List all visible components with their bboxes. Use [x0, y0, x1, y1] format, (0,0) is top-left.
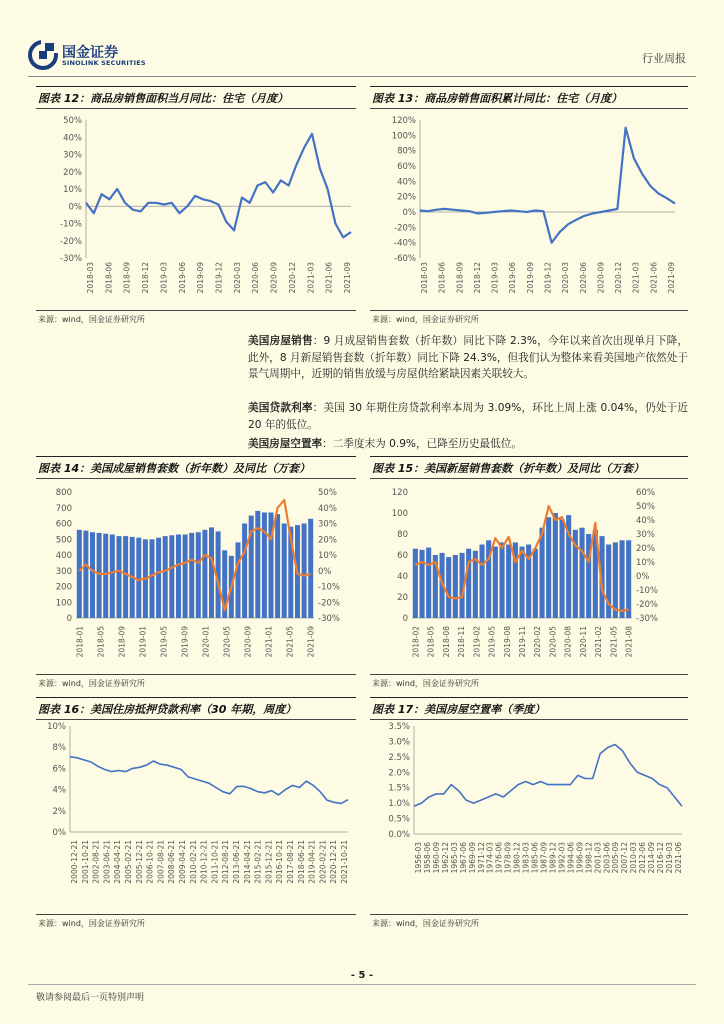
- figure-rule: [36, 674, 356, 675]
- x-tick-label: 2020-05: [222, 626, 232, 658]
- paragraph-label: 美国贷款利率: [248, 402, 313, 414]
- bar: [97, 533, 102, 618]
- x-tick-label: 2020-03: [561, 262, 571, 294]
- bar: [242, 524, 247, 619]
- x-tick-label: 2012-08-21: [221, 840, 231, 884]
- x-tick-label: 2019-06: [177, 262, 187, 294]
- x-tick-label: 2018-12: [472, 262, 482, 294]
- x-tick-label: 1974-03: [485, 842, 495, 874]
- bar: [560, 519, 565, 618]
- bar: [480, 545, 485, 619]
- y-tick-label-right: -30%: [318, 614, 340, 624]
- x-tick-label: 2021-05: [285, 626, 295, 658]
- y-tick-label: 1.5%: [388, 783, 410, 794]
- bar: [446, 557, 451, 618]
- x-tick-label: 2016-12: [656, 842, 666, 874]
- y-tick-label: 40%: [397, 177, 416, 188]
- x-tick-label: 2007-12: [620, 842, 630, 874]
- bar: [156, 538, 161, 618]
- bar: [110, 535, 115, 619]
- figure-rule: [36, 108, 356, 109]
- figure-15-title: 图表 15：美国新屋销售套数（折年数）及同比（万套）: [372, 462, 645, 475]
- x-tick-label: 1960-09: [431, 842, 441, 874]
- x-tick-label: 2004-04-21: [113, 840, 123, 884]
- y-tick-label: 500: [55, 535, 72, 546]
- y-tick-label-right: 20%: [318, 535, 337, 546]
- x-tick-label: 2017-08-21: [286, 840, 295, 884]
- x-tick-label: 2018-01: [75, 626, 85, 658]
- y-tick-label: 120: [391, 488, 408, 498]
- y-tick-label-right: -30%: [636, 614, 658, 624]
- x-tick-label: 2015-12-21: [264, 840, 274, 884]
- y-tick-label: 8%: [52, 743, 66, 754]
- y-tick-label: 400: [55, 551, 72, 561]
- x-tick-label: 2010-02-21: [188, 840, 198, 884]
- figure-14-source: 来源：wind，国金证券研究所: [38, 679, 145, 688]
- y-tick-label: 1.0%: [388, 799, 410, 810]
- x-tick-label: 1956-03: [414, 842, 423, 874]
- y-tick-label: 6%: [52, 764, 66, 775]
- y-tick-label: 4%: [52, 785, 66, 796]
- bar: [620, 540, 625, 618]
- y-tick-label: 80%: [397, 146, 416, 157]
- bar: [413, 549, 418, 618]
- y-tick-label: 0%: [402, 208, 416, 218]
- y-tick-label-right: 40%: [636, 516, 655, 526]
- x-tick-label: 2019-01: [138, 626, 148, 658]
- bar: [83, 531, 88, 618]
- y-tick-label: 20%: [397, 192, 416, 203]
- x-tick-label: 1983-03: [521, 842, 531, 874]
- y-tick-label-right: 0%: [318, 566, 332, 577]
- paragraph-mortgage-rate: [248, 400, 688, 433]
- x-tick-label: 2011-10-21: [210, 840, 220, 884]
- chart-f15: [370, 482, 688, 672]
- y-tick-label: -30%: [60, 254, 82, 264]
- y-tick-label: 30%: [63, 150, 82, 161]
- x-tick-label: 2021-10-21: [340, 840, 349, 884]
- x-tick-label: 2019-02: [472, 626, 482, 658]
- x-tick-label: 2019-08: [502, 626, 512, 658]
- x-tick-label: 1992-03: [557, 842, 567, 874]
- y-tick-label: 100: [391, 509, 408, 519]
- paragraph-label: 美国房屋空置率: [248, 438, 323, 450]
- bar: [202, 530, 207, 618]
- doc-type-label: 行业周报: [642, 52, 686, 65]
- chart-f12: [36, 112, 358, 308]
- y-tick-label: 200: [55, 582, 72, 593]
- x-tick-label: 2021-06: [324, 262, 334, 294]
- paragraph-home-sales: [248, 333, 688, 383]
- series-line: [70, 757, 348, 804]
- figure-12-title: 图表 12：商品房销售面积当月同比：住宅（月度）: [38, 92, 289, 105]
- x-tick-label: 2019-06: [508, 262, 518, 294]
- bar: [613, 542, 618, 618]
- figure-13-source: 来源：wind，国金证券研究所: [372, 315, 479, 324]
- y-tick-label: -40%: [394, 238, 416, 249]
- bar: [90, 532, 95, 618]
- y-tick-label: 3.5%: [388, 722, 410, 732]
- x-tick-label: 2000-12-21: [70, 840, 79, 884]
- x-tick-label: 1962-12: [440, 842, 450, 874]
- bar: [163, 536, 168, 618]
- bar: [540, 528, 545, 618]
- x-tick-label: 2018-06: [104, 262, 114, 294]
- y-tick-label: -20%: [394, 223, 416, 234]
- paragraph-body: ：9 月成屋销售套数（折年数）同比下降 2.3%，今年以来首次出现单月下降，此外，8 月新屋销售套数（折年数）同比下降 24.3%，但我们认为整体来看美国地产依然处于景气周期中，近期的销售放缓与房屋供给紧缺因素关联较大。: [248, 335, 689, 380]
- y-tick-label: 600: [55, 519, 72, 530]
- x-tick-label: 2020-06: [251, 262, 261, 294]
- bar: [189, 533, 194, 618]
- x-tick-label: 1967-06: [458, 842, 468, 874]
- bar: [533, 549, 538, 618]
- x-tick-label: 2019-09: [180, 626, 190, 658]
- bar: [580, 528, 585, 618]
- y-tick-label-right: 50%: [318, 488, 337, 498]
- x-tick-label: 2018-09: [117, 626, 127, 658]
- figure-rule: [370, 914, 688, 915]
- bar: [493, 547, 498, 618]
- y-tick-label: -60%: [394, 254, 416, 264]
- x-tick-label: 2018-12: [141, 262, 151, 294]
- x-tick-label: 2020-12-21: [329, 840, 339, 884]
- x-tick-label: 2012-06: [638, 842, 648, 874]
- bar: [262, 513, 267, 619]
- figure-17-source: 来源：wind，国金证券研究所: [372, 919, 479, 928]
- x-tick-label: 2021-03: [631, 262, 641, 294]
- x-tick-label: 2013-06-21: [232, 840, 241, 884]
- bar: [520, 547, 525, 618]
- x-tick-label: 2020-06: [578, 262, 588, 294]
- x-tick-label: 2018-03: [420, 262, 429, 294]
- x-tick-label: 2021-08: [624, 626, 634, 658]
- y-tick-label: 0: [66, 614, 72, 624]
- figure-16-source: 来源：wind，国金证券研究所: [38, 919, 145, 928]
- y-tick-label: 2%: [52, 806, 66, 817]
- x-tick-label: 1987-09: [539, 842, 549, 874]
- x-tick-label: 2006-10-21: [145, 840, 155, 884]
- y-tick-label-right: 30%: [636, 530, 655, 540]
- bar: [123, 536, 128, 618]
- y-tick-label-right: -10%: [318, 582, 340, 593]
- figure-rule: [36, 478, 356, 479]
- x-tick-label: 2020-02-21: [318, 840, 328, 884]
- x-tick-label: 2001-10-21: [80, 840, 90, 884]
- bar: [255, 511, 260, 618]
- x-tick-label: 2018-03: [86, 262, 95, 294]
- y-tick-label: 300: [55, 566, 72, 577]
- y-tick-label: 100: [55, 598, 72, 609]
- x-tick-label: 2015-02-21: [253, 840, 263, 884]
- bar: [553, 513, 558, 618]
- paragraph-label: 美国房屋销售: [248, 335, 313, 347]
- bar: [176, 535, 181, 619]
- x-tick-label: 2005-09: [611, 842, 621, 874]
- y-tick-label: 0.0%: [388, 830, 410, 840]
- bar: [196, 532, 201, 618]
- y-tick-label: 0%: [68, 202, 82, 213]
- x-tick-label: 2020-12: [287, 262, 297, 294]
- y-tick-label: 10%: [63, 185, 82, 195]
- bar: [506, 545, 511, 619]
- x-tick-label: 2020-09: [596, 262, 606, 294]
- x-tick-label: 2019-11: [518, 626, 527, 658]
- x-tick-label: 2020-11: [578, 626, 588, 658]
- x-tick-label: 2021-01: [264, 626, 274, 658]
- figure-rule: [36, 86, 356, 87]
- bar: [500, 542, 505, 618]
- x-tick-label: 2003-06: [602, 842, 612, 874]
- bar: [466, 549, 471, 618]
- x-tick-label: 2019-05: [487, 626, 497, 658]
- x-tick-label: 2018-09: [455, 262, 465, 294]
- bar: [103, 534, 108, 618]
- bar: [183, 535, 188, 619]
- y-tick-label: 120%: [391, 116, 416, 126]
- paragraph-vacancy: [248, 436, 688, 453]
- figure-17-title: 图表 17：美国房屋空置率（季度）: [372, 703, 546, 716]
- y-tick-label-right: 40%: [318, 503, 337, 514]
- x-tick-label: 2019-03: [665, 842, 675, 874]
- logo-english: SINOLINK SECURITIES: [62, 59, 146, 67]
- figure-12-source: 来源：wind，国金证券研究所: [38, 315, 145, 324]
- x-tick-label: 2021-05: [609, 626, 619, 658]
- x-tick-label: 2021-09: [306, 626, 316, 658]
- x-tick-label: 2020-12: [614, 262, 624, 294]
- x-tick-label: 1971-12: [476, 842, 486, 874]
- x-tick-label: 2020-05: [548, 626, 558, 658]
- y-tick-label: 2.0%: [388, 768, 410, 779]
- x-tick-label: 2021-02: [594, 626, 604, 658]
- bar: [302, 524, 307, 619]
- x-tick-label: 2008-06-21: [167, 840, 177, 884]
- y-tick-label: 20%: [63, 167, 82, 178]
- bar: [117, 536, 122, 618]
- bar: [275, 514, 280, 618]
- disclaimer-note: 敬请参阅最后一页特别声明: [36, 993, 145, 1003]
- x-tick-label: 2020-09: [243, 626, 253, 658]
- bar: [308, 519, 313, 618]
- series-line: [420, 128, 675, 243]
- y-tick-label: 80: [397, 530, 408, 540]
- figure-rule: [370, 719, 688, 720]
- y-tick-label: -10%: [60, 219, 82, 230]
- x-tick-label: 2001-03: [593, 842, 603, 874]
- x-tick-label: 2018-06: [437, 262, 447, 294]
- paragraph-body: ：二季度末为 0.9%，已降至历史最低位。: [322, 438, 522, 450]
- chart-f16: [36, 722, 358, 912]
- bar: [546, 517, 551, 618]
- y-tick-label: 40%: [63, 133, 82, 144]
- x-tick-label: 2021-09: [667, 262, 676, 294]
- x-tick-label: 2021-06: [649, 262, 659, 294]
- bar: [236, 542, 241, 618]
- x-tick-label: 2019-03: [159, 262, 169, 294]
- x-tick-label: 2020-03: [232, 262, 242, 294]
- x-tick-label: 1998-12: [584, 842, 594, 874]
- bar: [169, 535, 174, 618]
- paragraph-body: ：美国 30 年期住房贷款利率本周为 3.09%，环比上周上涨 0.04%，仍处于近 20 年的低位。: [248, 402, 688, 431]
- figure-15-source: 来源：wind，国金证券研究所: [372, 679, 479, 688]
- y-tick-label-right: 50%: [636, 502, 655, 512]
- figure-rule: [36, 719, 356, 720]
- y-tick-label-right: 30%: [318, 519, 337, 530]
- chart-f14: [36, 482, 358, 672]
- x-tick-label: 2019-04-21: [307, 840, 317, 884]
- x-tick-label: 2019-09: [196, 262, 206, 294]
- bar: [626, 540, 631, 618]
- chart-f13: [370, 112, 688, 308]
- x-tick-label: 2018-11: [457, 626, 467, 658]
- sinolink-logo-icon: [28, 40, 58, 70]
- figure-rule: [36, 456, 356, 457]
- x-tick-label: 2014-04-21: [242, 840, 252, 884]
- x-tick-label: 2019-03: [490, 262, 500, 294]
- y-tick-label: 3.0%: [388, 737, 410, 748]
- y-tick-label: 2.5%: [388, 752, 410, 763]
- x-tick-label: 2014-09: [647, 842, 657, 874]
- x-tick-label: 2018-08: [441, 626, 451, 658]
- figure-16-title: 图表 16：美国住房抵押贷款利率（30 年期，周度）: [38, 703, 297, 716]
- x-tick-label: 1965-03: [449, 842, 459, 874]
- y-tick-label: 60: [397, 551, 408, 561]
- footer-divider: [28, 984, 696, 985]
- x-tick-label: 2002-08-21: [91, 840, 101, 884]
- x-tick-label: 1978-09: [503, 842, 513, 874]
- x-tick-label: 2020-09: [269, 262, 279, 294]
- figure-13-title: 图表 13：商品房销售面积累计同比：住宅（月度）: [372, 92, 623, 105]
- x-tick-label: 2021-03: [306, 262, 316, 294]
- figure-rule: [370, 86, 688, 87]
- y-tick-label-right: 60%: [636, 488, 655, 498]
- x-tick-label: 2018-02: [411, 626, 421, 658]
- y-tick-label: 0%: [52, 828, 66, 838]
- x-tick-label: 2016-10-21: [275, 840, 285, 884]
- figure-rule: [370, 310, 688, 311]
- y-tick-label: 50%: [63, 116, 82, 126]
- x-tick-label: 2003-06-21: [102, 840, 112, 884]
- x-tick-label: 2005-12-21: [134, 840, 144, 884]
- x-tick-label: 2019-05: [159, 626, 169, 658]
- y-tick-label: 20: [397, 593, 408, 603]
- figure-rule: [370, 478, 688, 479]
- x-tick-label: 2018-05: [96, 626, 106, 658]
- figure-rule: [370, 456, 688, 457]
- header-divider: [28, 76, 696, 77]
- y-tick-label: 800: [55, 488, 72, 498]
- figure-rule: [36, 697, 356, 698]
- y-tick-label: 0.5%: [388, 814, 410, 825]
- x-tick-label: 2005-02-21: [124, 840, 133, 884]
- y-tick-label: -20%: [60, 236, 82, 247]
- y-tick-label-right: 20%: [636, 544, 655, 554]
- y-tick-label-right: 10%: [636, 558, 655, 568]
- bar: [282, 524, 287, 619]
- x-tick-label: 1994-06: [566, 842, 576, 874]
- figure-rule: [370, 674, 688, 675]
- x-tick-label: 2019-12: [543, 262, 553, 294]
- x-tick-label: 1989-12: [548, 842, 558, 874]
- x-tick-label: 2020-02: [533, 626, 543, 658]
- page-number: - 5 -: [350, 970, 374, 981]
- bar: [420, 550, 425, 618]
- figure-rule: [370, 697, 688, 698]
- x-tick-label: 1980-12: [512, 842, 522, 874]
- x-tick-label: 2010-12-21: [199, 840, 209, 884]
- x-tick-label: 1976-06: [494, 842, 504, 874]
- x-tick-label: 2007-08-21: [156, 840, 166, 884]
- y-tick-label: 700: [55, 503, 72, 514]
- figure-14-title: 图表 14：美国成屋销售套数（折年数）及同比（万套）: [38, 462, 311, 475]
- x-tick-label: 1996-09: [575, 842, 585, 874]
- y-tick-label-right: 10%: [318, 551, 337, 561]
- y-tick-label: 60%: [397, 162, 416, 172]
- x-tick-label: 2019-12: [214, 262, 224, 294]
- bar: [453, 555, 458, 618]
- y-tick-label: 40: [397, 572, 408, 582]
- x-tick-label: 2020-08: [563, 626, 573, 658]
- x-tick-label: 2018-06-21: [296, 840, 306, 884]
- bar: [77, 530, 82, 618]
- x-tick-label: 2019-09: [525, 262, 535, 294]
- figure-rule: [36, 914, 356, 915]
- x-tick-label: 2010-03: [629, 842, 639, 874]
- logo-chinese: 国金证券: [62, 45, 118, 61]
- series-line: [414, 745, 682, 807]
- series-line: [86, 134, 351, 238]
- bar: [209, 527, 214, 618]
- x-tick-label: 2021-09: [343, 262, 352, 294]
- x-tick-label: 2018-09: [122, 262, 132, 294]
- x-tick-label: 2020-01: [201, 626, 211, 658]
- chart-f17: [370, 722, 688, 912]
- y-tick-label-right: 0%: [636, 572, 650, 582]
- bar: [136, 538, 141, 618]
- bar: [150, 539, 155, 618]
- x-tick-label: 1985-06: [530, 842, 540, 874]
- y-tick-label: 0: [402, 614, 408, 624]
- bar: [426, 548, 431, 618]
- y-tick-label: 10%: [47, 722, 66, 732]
- x-tick-label: 2021-06: [674, 842, 683, 874]
- y-tick-label: 100%: [391, 131, 416, 142]
- figure-rule: [36, 310, 356, 311]
- y-tick-label-right: -20%: [636, 600, 658, 610]
- bar: [606, 545, 611, 619]
- x-tick-label: 1969-09: [467, 842, 477, 874]
- y-tick-label-right: -20%: [318, 598, 340, 609]
- x-tick-label: 1958-06: [422, 842, 432, 874]
- page-header: [0, 0, 724, 78]
- y-tick-label-right: -10%: [636, 586, 658, 596]
- figure-rule: [370, 108, 688, 109]
- x-tick-label: 2009-04-21: [178, 840, 187, 884]
- x-tick-label: 2018-05: [426, 626, 436, 658]
